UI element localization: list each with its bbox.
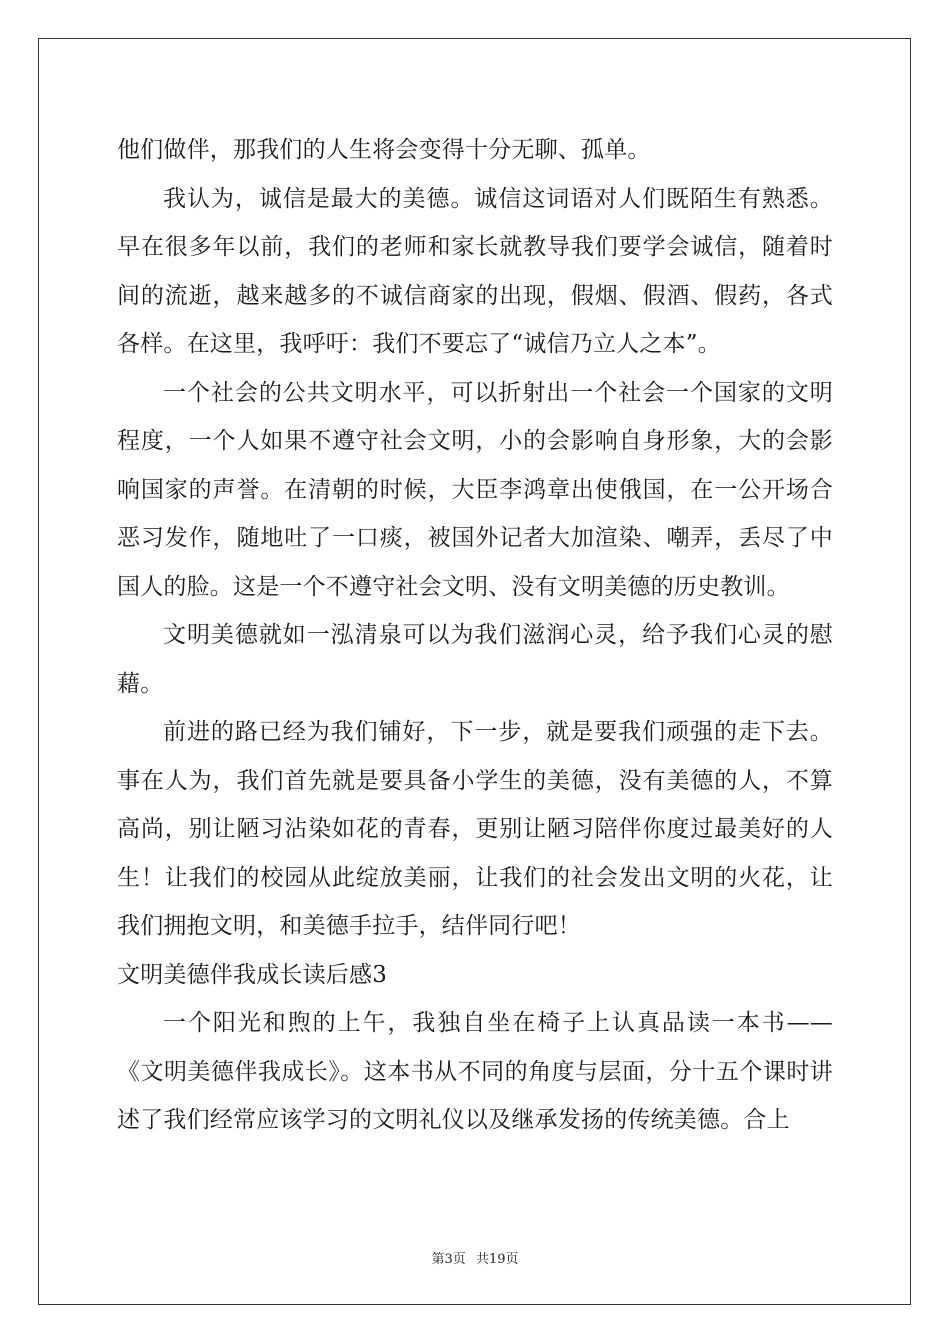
paragraph-1: 他们做伴，那我们的人生将会变得十分无聊、孤单。 — [117, 137, 651, 163]
page-footer — [0, 1248, 950, 1267]
page-total: 共19页 — [475, 1252, 519, 1267]
document-body — [117, 126, 833, 1145]
paragraph-5: 前进的路已经为我们铺好，下一步，就是要我们顽强的走下去。事在人为，我们首先就是要具备小学生的美德，没有美德的人，不算高尚，别让陋习沾染如花的青春，更别让陋习陪伴你度过最美好的人生！让我们的校园从此绽放美丽，让我们的社会发出文明的火花，让我们拥抱文明，和美德手拉手，结伴同行吧！ — [117, 719, 833, 939]
paragraph-4: 文明美德就如一泓清泉可以为我们滋润心灵，给予我们心灵的慰藉。 — [117, 622, 833, 697]
paragraph-6: 一个阳光和煦的上午，我独自坐在椅子上认真品读一本书——《文明美德伴我成长》。这本书从不同的角度与层面，分十五个课时讲述了我们经常应该学习的文明礼仪以及继承发扬的传统美德。合上 — [117, 1010, 833, 1133]
paragraph-3: 一个社会的公共文明水平，可以折射出一个社会一个国家的文明程度，一个人如果不遵守社会文明，小的会影响自身形象，大的会影响国家的声誉。在清朝的时候，大臣李鸿章出使俄国，在一公开场合恶习发作，随地吐了一口痰，被国外记者大加渲染、嘲弄，丢尽了中国人的脸。这是一个不遵守社会文明、没有文明美德的历史教训。 — [117, 379, 833, 600]
paragraph-2: 我认为，诚信是最大的美德。诚信这词语对人们既陌生有熟悉。早在很多年以前，我们的老师和家长就教导我们要学会诚信，随着时间的流逝，越来越多的不诚信商家的出现，假烟、假酒、假药，各式各样。在这里，我呼吁：我们不要忘了“诚信乃立人之本”。 — [117, 185, 833, 357]
section-heading: 文明美德伴我成长读后感3 — [117, 961, 388, 988]
page-number: 第3页 — [431, 1252, 466, 1267]
